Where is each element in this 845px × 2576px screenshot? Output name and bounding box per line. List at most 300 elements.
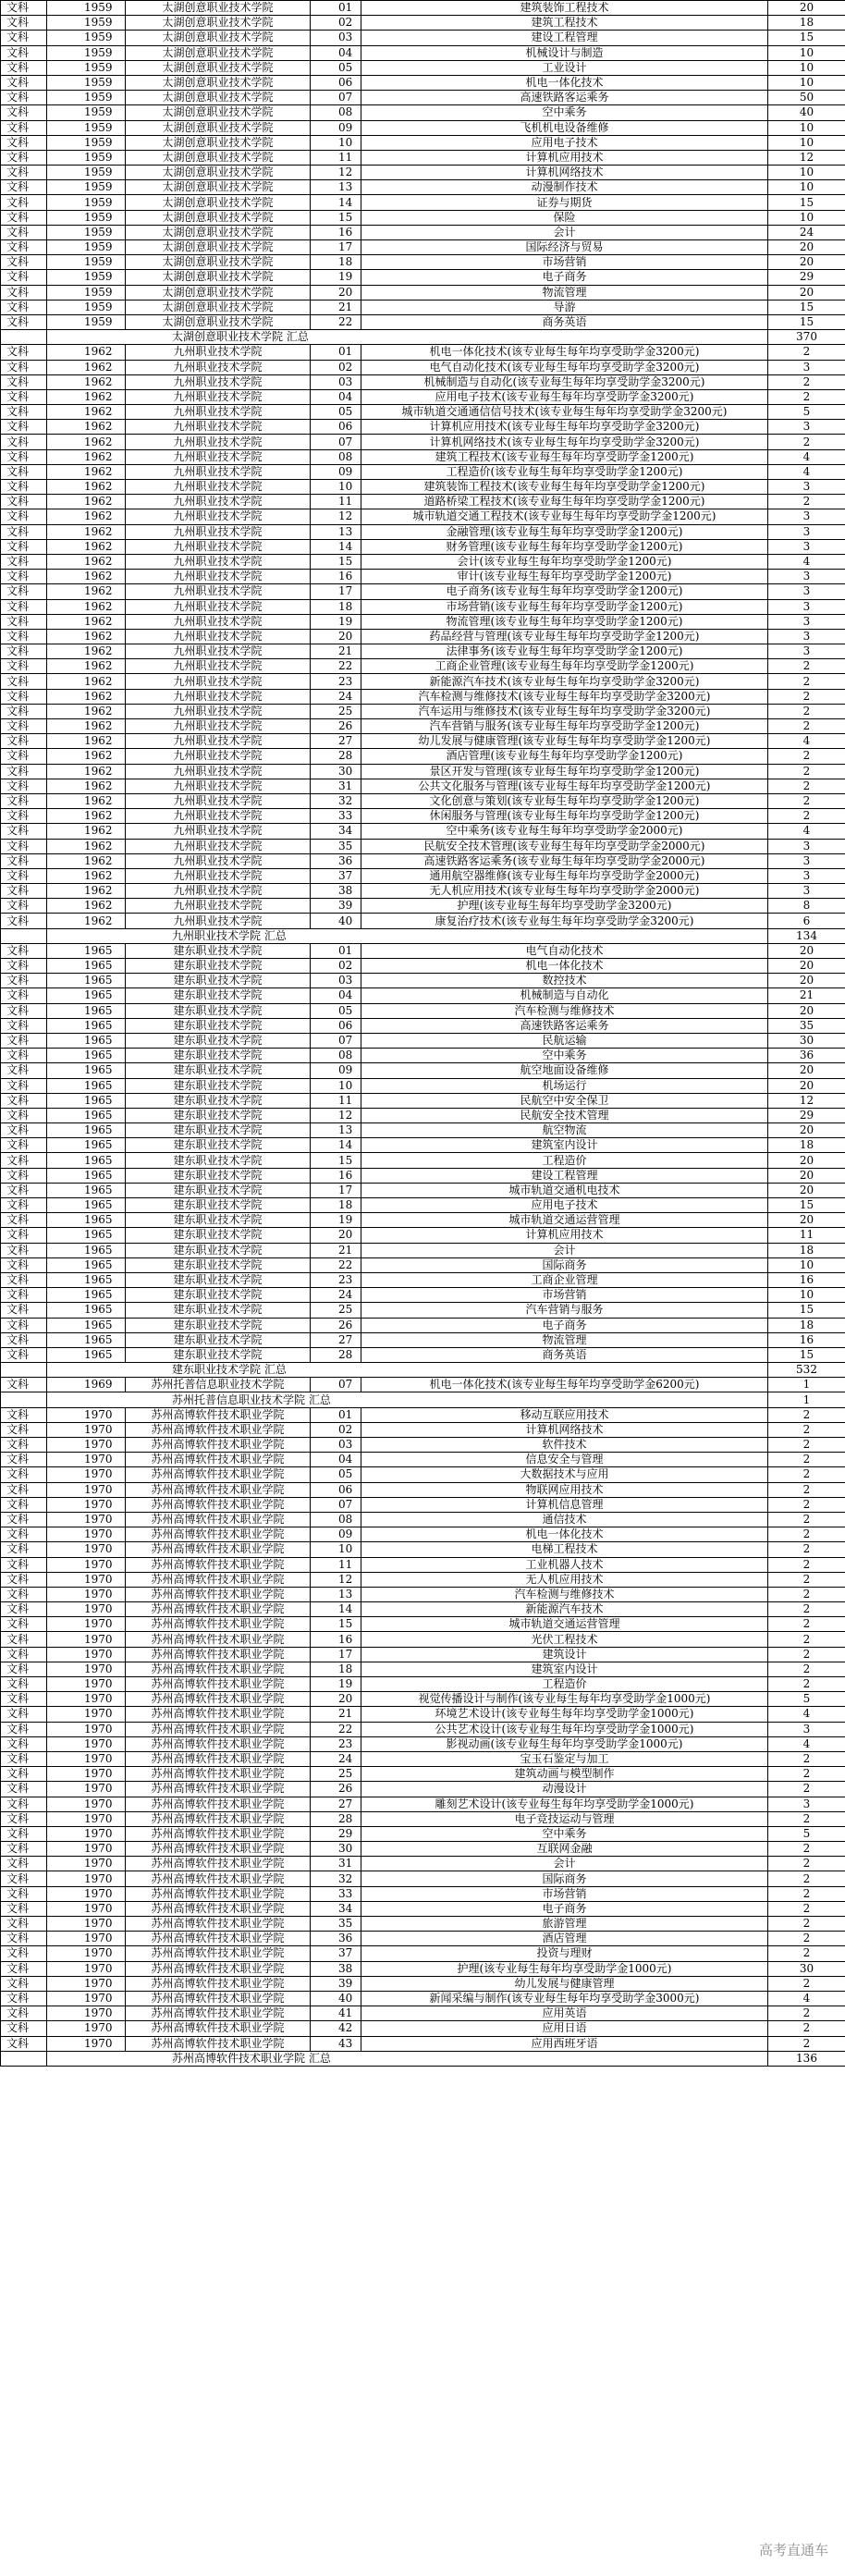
plan-count-cell: 10 — [768, 1288, 845, 1303]
table-row — [1, 1542, 845, 1557]
school-name-cell: 建东职业技术学院 — [126, 1332, 311, 1347]
major-name-cell: 应用电子技术 — [361, 135, 768, 150]
major-code-cell: 40 — [311, 1991, 361, 2006]
major-code-cell: 17 — [311, 240, 361, 255]
plan-count-cell: 20 — [768, 1078, 845, 1093]
school-name-cell: 九州职业技术学院 — [126, 495, 311, 509]
school-code-cell: 1965 — [47, 1153, 126, 1168]
plan-count-cell: 3 — [768, 868, 845, 883]
school-code-cell: 1962 — [47, 554, 126, 569]
plan-count-cell: 3 — [768, 599, 845, 614]
major-name-cell: 软件技术 — [361, 1438, 768, 1453]
table-row — [1, 360, 845, 374]
major-code-cell: 09 — [311, 120, 361, 135]
major-name-cell: 建筑工程技术 — [361, 16, 768, 31]
plan-count-cell: 2 — [768, 435, 845, 449]
category-cell: 文科 — [1, 1453, 47, 1467]
major-name-cell: 机械制造与自动化(该专业每生每年均享受助学金3200元) — [361, 374, 768, 389]
plan-count-cell: 20 — [768, 1, 845, 16]
major-code-cell: 24 — [311, 689, 361, 704]
school-name-cell: 太湖创意职业技术学院 — [126, 225, 311, 239]
major-name-cell: 文化创意与策划(该专业每生每年均享受助学金1200元) — [361, 793, 768, 808]
plan-count-cell: 30 — [768, 1961, 845, 1976]
school-name-cell: 建东职业技术学院 — [126, 1093, 311, 1108]
school-code-cell: 1970 — [47, 1497, 126, 1512]
table-row — [1, 1736, 845, 1751]
category-cell: 文科 — [1, 824, 47, 839]
major-name-cell: 药品经营与管理(该专业每生每年均享受助学金1200元) — [361, 629, 768, 644]
school-code-cell: 1970 — [47, 2021, 126, 2036]
category-cell: 文科 — [1, 2006, 47, 2021]
major-code-cell: 38 — [311, 884, 361, 899]
category-cell: 文科 — [1, 1153, 47, 1168]
table-row — [1, 1826, 845, 1841]
category-cell: 文科 — [1, 60, 47, 75]
school-code-cell: 1962 — [47, 435, 126, 449]
plan-count-cell: 12 — [768, 150, 845, 165]
plan-count-cell: 3 — [768, 1722, 845, 1736]
school-code-cell: 1962 — [47, 629, 126, 644]
table-row — [1, 1183, 845, 1197]
school-name-cell: 九州职业技术学院 — [126, 599, 311, 614]
table-row — [1, 1243, 845, 1257]
plan-count-cell: 20 — [768, 959, 845, 974]
major-name-cell: 工业设计 — [361, 60, 768, 75]
school-name-cell: 苏州高博软件技术职业学院 — [126, 1976, 311, 1991]
category-cell: 文科 — [1, 270, 47, 285]
plan-count-cell: 10 — [768, 135, 845, 150]
major-code-cell: 38 — [311, 1961, 361, 1976]
plan-count-cell: 5 — [768, 1692, 845, 1707]
summary-label: 建东职业技术学院 汇总 — [47, 1363, 768, 1378]
major-code-cell: 17 — [311, 1183, 361, 1197]
plan-count-cell: 16 — [768, 1332, 845, 1347]
school-name-cell: 九州职业技术学院 — [126, 644, 311, 659]
plan-count-cell: 2 — [768, 1453, 845, 1467]
table-row — [1, 1871, 845, 1886]
table-row — [1, 1407, 845, 1422]
major-code-cell: 16 — [311, 570, 361, 584]
plan-count-cell: 3 — [768, 539, 845, 554]
major-code-cell: 09 — [311, 464, 361, 479]
school-code-cell: 1959 — [47, 150, 126, 165]
table-row — [1, 539, 845, 554]
major-code-cell: 34 — [311, 1901, 361, 1916]
plan-count-cell: 2 — [768, 2021, 845, 2036]
school-code-cell: 1959 — [47, 195, 126, 210]
major-name-cell: 信息安全与管理 — [361, 1453, 768, 1467]
school-code-cell: 1962 — [47, 420, 126, 435]
school-code-cell: 1959 — [47, 285, 126, 300]
summary-blank-cell — [1, 2051, 47, 2066]
plan-count-cell: 2 — [768, 1557, 845, 1572]
table-row — [1, 1782, 845, 1797]
school-code-cell: 1970 — [47, 1692, 126, 1707]
major-code-cell: 23 — [311, 1272, 361, 1287]
school-code-cell: 1962 — [47, 570, 126, 584]
major-code-cell: 05 — [311, 405, 361, 420]
category-cell: 文科 — [1, 360, 47, 374]
school-code-cell: 1959 — [47, 135, 126, 150]
school-name-cell: 太湖创意职业技术学院 — [126, 60, 311, 75]
major-code-cell: 19 — [311, 614, 361, 629]
table-row — [1, 988, 845, 1003]
school-code-cell: 1970 — [47, 1707, 126, 1722]
plan-count-cell: 4 — [768, 1707, 845, 1722]
major-name-cell: 机械设计与制造 — [361, 45, 768, 60]
table-row — [1, 480, 845, 495]
category-cell: 文科 — [1, 2021, 47, 2036]
plan-count-cell: 30 — [768, 1033, 845, 1048]
plan-count-cell: 15 — [768, 1347, 845, 1362]
major-name-cell: 无人机应用技术(该专业每生每年均享受助学金2000元) — [361, 884, 768, 899]
category-cell: 文科 — [1, 1932, 47, 1946]
school-code-cell: 1965 — [47, 1272, 126, 1287]
table-row — [1, 1123, 845, 1138]
category-cell: 文科 — [1, 1782, 47, 1797]
category-cell: 文科 — [1, 899, 47, 914]
major-code-cell: 14 — [311, 1602, 361, 1617]
school-name-cell: 太湖创意职业技术学院 — [126, 91, 311, 105]
category-cell: 文科 — [1, 464, 47, 479]
major-code-cell: 27 — [311, 1332, 361, 1347]
major-code-cell: 08 — [311, 1512, 361, 1527]
table-row — [1, 420, 845, 435]
plan-count-cell: 29 — [768, 270, 845, 285]
category-cell: 文科 — [1, 1257, 47, 1272]
school-code-cell: 1965 — [47, 1033, 126, 1048]
category-cell: 文科 — [1, 1108, 47, 1122]
category-cell: 文科 — [1, 793, 47, 808]
school-name-cell: 九州职业技术学院 — [126, 824, 311, 839]
plan-count-cell: 6 — [768, 914, 845, 928]
school-name-cell: 太湖创意职业技术学院 — [126, 285, 311, 300]
school-name-cell: 建东职业技术学院 — [126, 1138, 311, 1153]
category-cell: 文科 — [1, 1736, 47, 1751]
table-row — [1, 943, 845, 958]
category-cell: 文科 — [1, 1003, 47, 1018]
major-name-cell: 城市轨道交通运营管理 — [361, 1617, 768, 1632]
major-name-cell: 工业机器人技术 — [361, 1557, 768, 1572]
category-cell: 文科 — [1, 1467, 47, 1482]
school-name-cell: 九州职业技术学院 — [126, 749, 311, 764]
table-row — [1, 1917, 845, 1932]
major-code-cell: 25 — [311, 704, 361, 718]
school-code-cell: 1962 — [47, 824, 126, 839]
plan-count-cell: 3 — [768, 884, 845, 899]
category-cell: 文科 — [1, 1183, 47, 1197]
school-name-cell: 九州职业技术学院 — [126, 868, 311, 883]
school-code-cell: 1965 — [47, 1213, 126, 1228]
major-name-cell: 大数据技术与应用 — [361, 1467, 768, 1482]
school-code-cell: 1959 — [47, 270, 126, 285]
major-code-cell: 08 — [311, 1049, 361, 1063]
table-row — [1, 1692, 845, 1707]
table-row — [1, 389, 845, 404]
major-code-cell: 01 — [311, 1, 361, 16]
summary-total: 134 — [768, 928, 845, 943]
major-name-cell: 民航安全技术管理(该专业每生每年均享受助学金2000元) — [361, 839, 768, 853]
table-row — [1, 1497, 845, 1512]
major-code-cell: 13 — [311, 1587, 361, 1601]
plan-count-cell: 18 — [768, 1318, 845, 1332]
school-code-cell: 1962 — [47, 614, 126, 629]
major-name-cell: 空中乘务 — [361, 1826, 768, 1841]
major-name-cell: 保险 — [361, 210, 768, 225]
school-name-cell: 建东职业技术学院 — [126, 1213, 311, 1228]
table-row — [1, 91, 845, 105]
major-code-cell: 32 — [311, 1871, 361, 1886]
category-cell: 文科 — [1, 839, 47, 853]
school-code-cell: 1965 — [47, 974, 126, 988]
school-code-cell: 1962 — [47, 674, 126, 689]
major-name-cell: 酒店管理 — [361, 1932, 768, 1946]
school-name-cell: 苏州高博软件技术职业学院 — [126, 1482, 311, 1497]
category-cell: 文科 — [1, 974, 47, 988]
summary-row — [1, 928, 845, 943]
table-row — [1, 1797, 845, 1811]
school-name-cell: 九州职业技术学院 — [126, 584, 311, 599]
category-cell: 文科 — [1, 914, 47, 928]
table-row — [1, 1063, 845, 1078]
category-cell: 文科 — [1, 1288, 47, 1303]
major-code-cell: 25 — [311, 1767, 361, 1782]
major-code-cell: 10 — [311, 1078, 361, 1093]
summary-total: 136 — [768, 2051, 845, 2066]
major-code-cell: 24 — [311, 1751, 361, 1766]
school-code-cell: 1970 — [47, 1991, 126, 2006]
major-code-cell: 07 — [311, 1378, 361, 1392]
major-name-cell: 市场营销(该专业每生每年均享受助学金1200元) — [361, 599, 768, 614]
major-name-cell: 建设工程管理 — [361, 1168, 768, 1183]
school-name-cell: 建东职业技术学院 — [126, 1063, 311, 1078]
school-code-cell: 1962 — [47, 374, 126, 389]
major-name-cell: 会计 — [361, 225, 768, 239]
school-name-cell: 苏州高博软件技术职业学院 — [126, 1422, 311, 1437]
plan-count-cell: 3 — [768, 839, 845, 853]
table-row — [1, 779, 845, 793]
category-cell: 文科 — [1, 1407, 47, 1422]
school-name-cell: 太湖创意职业技术学院 — [126, 195, 311, 210]
major-code-cell: 36 — [311, 1932, 361, 1946]
school-name-cell: 建东职业技术学院 — [126, 1243, 311, 1257]
table-row — [1, 374, 845, 389]
school-code-cell: 1965 — [47, 1318, 126, 1332]
plan-count-cell: 12 — [768, 1093, 845, 1108]
school-name-cell: 苏州托普信息职业技术学院 — [126, 1378, 311, 1392]
school-name-cell: 建东职业技术学院 — [126, 1228, 311, 1243]
school-code-cell: 1970 — [47, 1677, 126, 1692]
school-name-cell: 太湖创意职业技术学院 — [126, 270, 311, 285]
major-name-cell: 应用西班牙语 — [361, 2036, 768, 2051]
category-cell: 文科 — [1, 524, 47, 539]
school-name-cell: 九州职业技术学院 — [126, 809, 311, 824]
category-cell: 文科 — [1, 749, 47, 764]
plan-count-cell: 4 — [768, 464, 845, 479]
major-code-cell: 13 — [311, 1123, 361, 1138]
school-name-cell: 苏州高博软件技术职业学院 — [126, 1572, 311, 1587]
school-name-cell: 九州职业技术学院 — [126, 539, 311, 554]
school-code-cell: 1962 — [47, 853, 126, 868]
category-cell: 文科 — [1, 1512, 47, 1527]
table-row — [1, 1018, 845, 1033]
school-code-cell: 1959 — [47, 240, 126, 255]
school-code-cell: 1970 — [47, 1527, 126, 1542]
major-code-cell: 26 — [311, 1318, 361, 1332]
major-name-cell: 机电一体化技术(该专业每生每年均享受助学金3200元) — [361, 345, 768, 360]
plan-count-cell: 2 — [768, 1886, 845, 1901]
school-code-cell: 1962 — [47, 524, 126, 539]
major-code-cell: 15 — [311, 1153, 361, 1168]
plan-count-cell: 2 — [768, 1587, 845, 1601]
school-name-cell: 太湖创意职业技术学院 — [126, 210, 311, 225]
summary-row — [1, 2051, 845, 2066]
school-code-cell: 1965 — [47, 988, 126, 1003]
school-code-cell: 1970 — [47, 1797, 126, 1811]
category-cell: 文科 — [1, 1, 47, 16]
category-cell: 文科 — [1, 345, 47, 360]
school-code-cell: 1970 — [47, 1736, 126, 1751]
major-name-cell: 民航空中安全保卫 — [361, 1093, 768, 1108]
school-name-cell: 九州职业技术学院 — [126, 884, 311, 899]
plan-count-cell: 10 — [768, 210, 845, 225]
table-row — [1, 1272, 845, 1287]
major-code-cell: 42 — [311, 2021, 361, 2036]
major-code-cell: 20 — [311, 1692, 361, 1707]
major-code-cell: 05 — [311, 1467, 361, 1482]
school-code-cell: 1970 — [47, 1617, 126, 1632]
table-row — [1, 509, 845, 524]
category-cell: 文科 — [1, 1018, 47, 1033]
major-code-cell: 13 — [311, 180, 361, 195]
major-code-cell: 27 — [311, 734, 361, 749]
plan-count-cell: 2 — [768, 345, 845, 360]
school-name-cell: 太湖创意职业技术学院 — [126, 120, 311, 135]
school-code-cell: 1970 — [47, 1782, 126, 1797]
school-name-cell: 苏州高博软件技术职业学院 — [126, 1587, 311, 1601]
major-name-cell: 旅游管理 — [361, 1917, 768, 1932]
school-code-cell: 1970 — [47, 1407, 126, 1422]
major-code-cell: 06 — [311, 1482, 361, 1497]
major-name-cell: 工程造价(该专业每生每年均享受助学金1200元) — [361, 464, 768, 479]
category-cell: 文科 — [1, 1378, 47, 1392]
major-code-cell: 34 — [311, 824, 361, 839]
plan-count-cell: 2 — [768, 1932, 845, 1946]
plan-count-cell: 15 — [768, 31, 845, 45]
plan-count-cell: 2 — [768, 1482, 845, 1497]
category-cell: 文科 — [1, 31, 47, 45]
category-cell: 文科 — [1, 1917, 47, 1932]
category-cell: 文科 — [1, 689, 47, 704]
major-name-cell: 物联网应用技术 — [361, 1482, 768, 1497]
major-code-cell: 39 — [311, 1976, 361, 1991]
major-name-cell: 机电一体化技术 — [361, 75, 768, 90]
school-name-cell: 九州职业技术学院 — [126, 614, 311, 629]
plan-count-cell: 10 — [768, 180, 845, 195]
plan-count-cell: 20 — [768, 974, 845, 988]
table-row — [1, 1049, 845, 1063]
category-cell: 文科 — [1, 1303, 47, 1318]
table-row — [1, 1257, 845, 1272]
plan-count-cell: 20 — [768, 1168, 845, 1183]
school-name-cell: 苏州高博软件技术职业学院 — [126, 1991, 311, 2006]
table-row — [1, 240, 845, 255]
category-cell: 文科 — [1, 943, 47, 958]
major-code-cell: 41 — [311, 2006, 361, 2021]
category-cell: 文科 — [1, 959, 47, 974]
school-code-cell: 1970 — [47, 1871, 126, 1886]
school-code-cell: 1970 — [47, 1662, 126, 1676]
table-row — [1, 314, 845, 329]
major-code-cell: 18 — [311, 1662, 361, 1676]
school-code-cell: 1970 — [47, 1467, 126, 1482]
table-row — [1, 345, 845, 360]
school-name-cell: 太湖创意职业技术学院 — [126, 314, 311, 329]
major-code-cell: 12 — [311, 1108, 361, 1122]
table-row — [1, 1617, 845, 1632]
major-name-cell: 建筑装饰工程技术 — [361, 1, 768, 16]
school-name-cell: 九州职业技术学院 — [126, 509, 311, 524]
plan-count-cell: 15 — [768, 300, 845, 314]
table-row — [1, 764, 845, 779]
major-name-cell: 影视动画(该专业每生每年均享受助学金1000元) — [361, 1736, 768, 1751]
table-row — [1, 1003, 845, 1018]
school-name-cell: 苏州高博软件技术职业学院 — [126, 1632, 311, 1647]
table-row — [1, 853, 845, 868]
plan-count-cell: 18 — [768, 16, 845, 31]
major-name-cell: 道路桥梁工程技术(该专业每生每年均享受助学金1200元) — [361, 495, 768, 509]
table-row — [1, 180, 845, 195]
major-code-cell: 04 — [311, 45, 361, 60]
category-cell: 文科 — [1, 2036, 47, 2051]
major-code-cell: 14 — [311, 1138, 361, 1153]
plan-count-cell: 2 — [768, 1871, 845, 1886]
summary-row — [1, 1392, 845, 1407]
table-row — [1, 959, 845, 974]
summary-blank-cell — [1, 330, 47, 345]
table-row — [1, 120, 845, 135]
plan-count-cell: 2 — [768, 1527, 845, 1542]
category-cell: 文科 — [1, 554, 47, 569]
major-name-cell: 物流管理(该专业每生每年均享受助学金1200元) — [361, 614, 768, 629]
plan-count-cell: 1 — [768, 1378, 845, 1392]
category-cell: 文科 — [1, 1422, 47, 1437]
major-code-cell: 07 — [311, 1497, 361, 1512]
school-code-cell: 1962 — [47, 405, 126, 420]
plan-count-cell: 2 — [768, 1617, 845, 1632]
major-name-cell: 环境艺术设计(该专业每生每年均享受助学金1000元) — [361, 1707, 768, 1722]
table-row — [1, 75, 845, 90]
major-code-cell: 21 — [311, 1707, 361, 1722]
school-code-cell: 1959 — [47, 255, 126, 270]
school-name-cell: 苏州高博软件技术职业学院 — [126, 1512, 311, 1527]
major-code-cell: 02 — [311, 1422, 361, 1437]
school-name-cell: 苏州高博软件技术职业学院 — [126, 1961, 311, 1976]
table-row — [1, 1288, 845, 1303]
school-code-cell: 1970 — [47, 1961, 126, 1976]
major-name-cell: 移动互联应用技术 — [361, 1407, 768, 1422]
school-code-cell: 1959 — [47, 300, 126, 314]
major-code-cell: 33 — [311, 1886, 361, 1901]
school-name-cell: 九州职业技术学院 — [126, 839, 311, 853]
major-name-cell: 酒店管理(该专业每生每年均享受助学金1200元) — [361, 749, 768, 764]
category-cell: 文科 — [1, 1198, 47, 1213]
school-name-cell: 建东职业技术学院 — [126, 1153, 311, 1168]
plan-count-cell: 3 — [768, 570, 845, 584]
school-name-cell: 建东职业技术学院 — [126, 1108, 311, 1122]
table-row — [1, 734, 845, 749]
school-code-cell: 1970 — [47, 1826, 126, 1841]
